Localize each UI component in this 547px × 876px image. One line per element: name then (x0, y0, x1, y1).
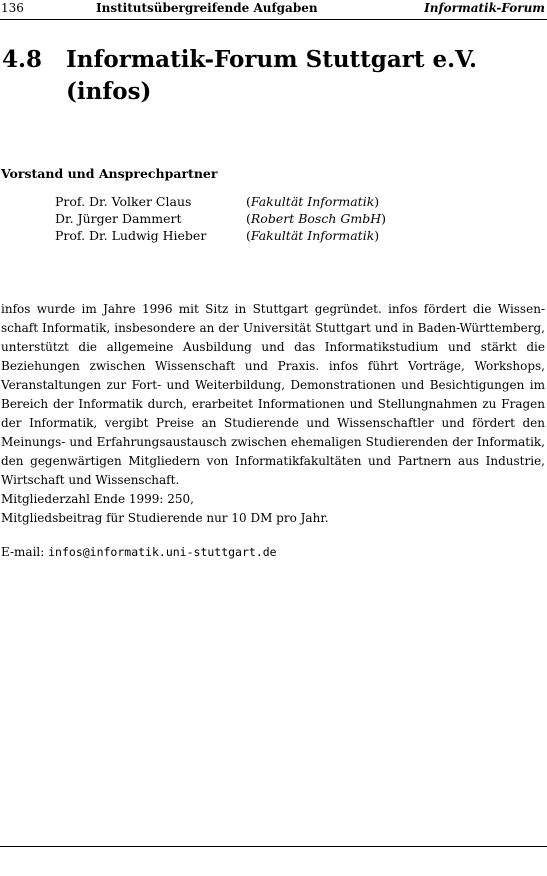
email-line (1, 543, 541, 562)
affiliation-text: Fakultät Informatik (250, 228, 375, 243)
board-heading: Vorstand und Ansprechpartner (1, 166, 218, 181)
board-member-affiliation: (Fakultät Informatik) (246, 228, 380, 243)
board-member-name: Dr. Jürger Dammert (55, 211, 182, 226)
board-member-row (55, 193, 535, 210)
running-head-section: Informatik-Forum (424, 1, 545, 15)
email-label: E-mail: (1, 545, 45, 559)
board-member-list (55, 193, 535, 244)
board-member-row (55, 210, 535, 227)
board-member-name: Prof. Dr. Ludwig Hieber (55, 228, 207, 243)
board-member-name: Prof. Dr. Volker Claus (55, 194, 192, 209)
membership-fee-line: Mitgliedsbeitrag für Studierende nur 10 DM pro Jahr. (1, 511, 329, 525)
board-member-row (55, 227, 535, 244)
email-address[interactable]: infos@informatik.uni-stuttgart.de (48, 545, 277, 559)
membership-stats (1, 490, 541, 528)
affiliation-text: Robert Bosch GmbH (250, 211, 382, 226)
affiliation-text: Fakultät Informatik (250, 194, 375, 209)
board-member-affiliation: (Fakultät Informatik) (246, 194, 380, 209)
board-member-affiliation: (Robert Bosch GmbH) (246, 211, 386, 226)
member-count-line: Mitgliederzahl Ende 1999: 250, (1, 492, 194, 506)
running-head-chapter: Institutsübergreifende Aufgaben (96, 1, 318, 15)
section-number: 4.8 (2, 46, 43, 73)
header-rule (0, 19, 547, 20)
running-header (0, 0, 547, 21)
page-number: 136 (1, 1, 24, 15)
footer-rule (0, 846, 547, 847)
section-title-text: Informatik-Forum Stuttgart e.V. (infos) (66, 46, 477, 105)
description-paragraph: infos wurde im Jahre 1996 mit Sitz in Stuttgart gegründet. infos fördert die Wissenschaft Informatik, insbesondere an der Universität Stuttgart und in Baden-Württemberg, unterstützt die allgemeine Ausbildung und das Informatikstudium und stärkt die Beziehungen zwischen Wissenschaft und Praxis. infos führt Vorträge, Workshops, Veranstaltungen zur Fort- und Weiterbildung, Demonstrationen und Besichtigungen im Bereich der Informatik durch, erarbeitet Informationen und Stellungnahmen zu Fragen der Informatik, vergibt Preise an Studierende und Wissenschaftler und fördert den Meinungs- und Erfahrungsaustausch zwischen ehemaligen Studierenden der Informatik, den gegenwärtigen Mitgliedern von Informatikfakultäten und Partnern aus Industrie, Wirtschaft und Wissenschaft. (1, 302, 545, 487)
